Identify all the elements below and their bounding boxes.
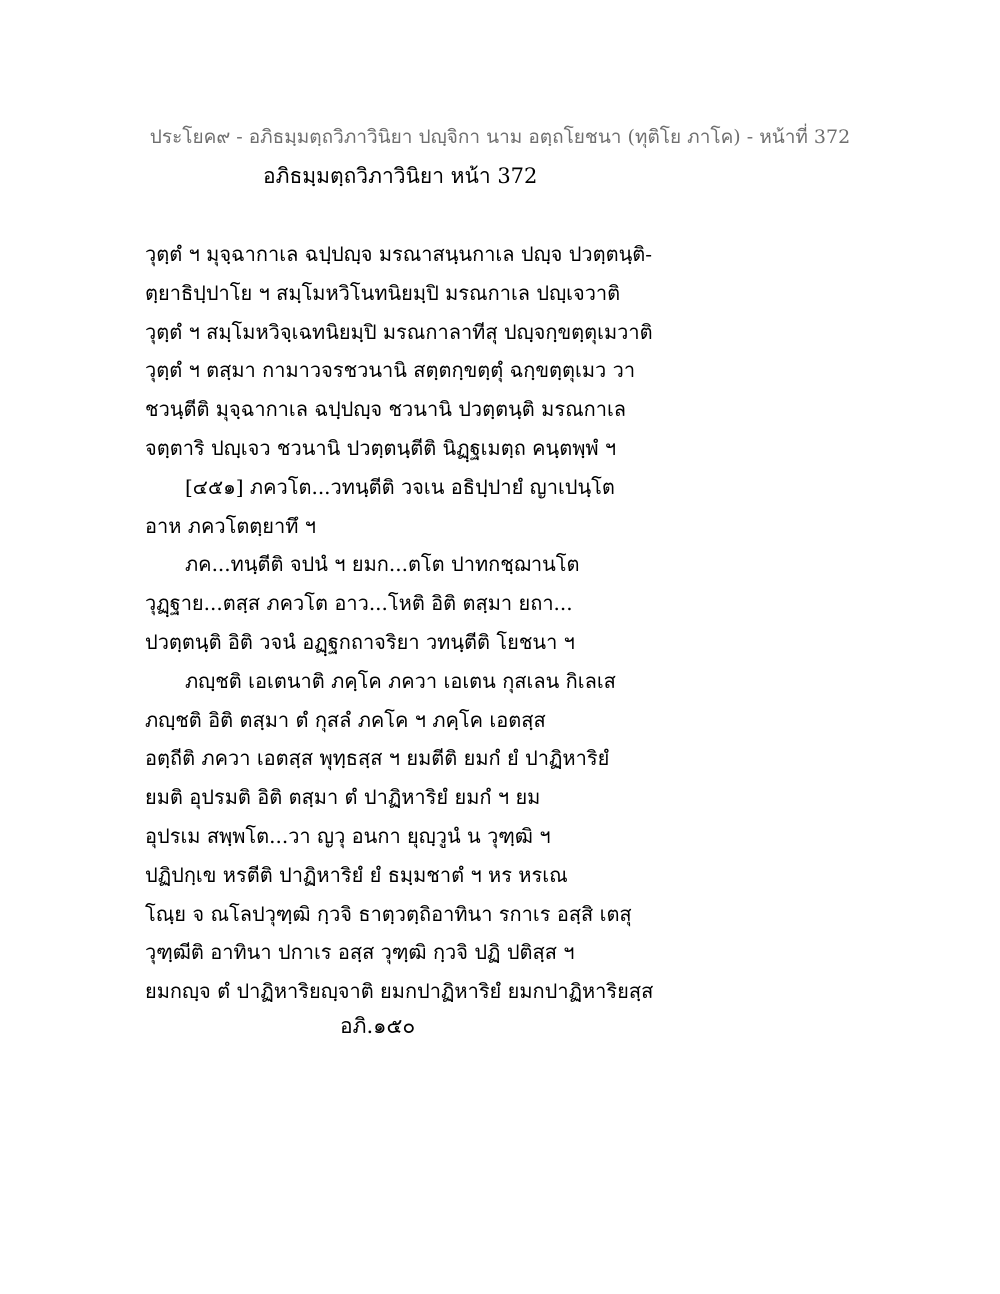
paragraph-start: ภญฺชติ เอเตนาติ ภคฺโค ภควา เอเตน กุสเลน กิเลเส [185,668,616,693]
text-line: จตฺตาริ ปญฺเจว ชวนานิ ปวตฺตนฺตีติ นิฏฺฐเมตฺถ คนฺตพฺพํ ฯ [145,435,617,460]
running-header [0,122,1000,152]
paragraph-start-451: [๔๕๑] ภควโต...วทนฺตีติ วจเน อธิปฺปายํ ญาเปนฺโต [185,474,615,499]
text-line: ชวนฺตีติ มุจฺฉากาเล ฉปฺปญฺจ ชวนานิ ปวตฺตนฺติ มรณกาเล [145,397,627,422]
text-line: ปฏิปกฺเข หรตีติ ปาฏิหาริยํ ยํ ธมฺมชาตํ ฯ หร หรเณ [145,862,568,887]
text-line: วุตฺตํ ฯ ตสฺมา กามาวจรชวนานิ สตฺตกฺขตฺตุํ ฉกฺขตฺตุเมว วา [145,358,636,383]
text-line: วุฑฺฒีติ อาทินา ปกาเร อสฺส วุฑฺฒิ กฺวจิ ปฏิ ปติสฺส ฯ [145,940,575,965]
text-line: อตฺถีติ ภควา เอตสฺส พุทฺธสฺส ฯ ยมตีติ ยมกํ ยํ ปาฏิหาริยํ [145,746,610,771]
running-header-text: ประโยค๙ - อภิธมฺมตฺถวิภาวินิยา ปญฺจิกา นาม อตฺถโยชนา (ทุติโย ภาโค) - หน้าที่ 372 [149,126,851,148]
text-line: ตฺยาธิปฺปาโย ฯ สมฺโมหวิโนทนิยมฺปิ มรณกาเล ปญฺเจวาติ [145,280,621,305]
paragraph-start: ภค...ทนฺตีติ จปนํ ฯ ยมก...ตโต ปาทกชฺฌานโต [185,552,580,577]
page-title: อภิธมฺมตฺถวิภาวินิยา หน้า 372 [263,164,538,188]
page-reference: อภิ.๑๕๐ [340,1014,416,1038]
text-line: วุตฺตํ ฯ สมฺโมหวิจฺเฉทนิยมฺปิ มรณกาลาทีสุ ปญฺจกฺขตฺตุเมวาติ [145,319,653,344]
text-line: อาห ภควโตตฺยาทึ ฯ [145,513,317,538]
text-line: ยมกญฺจ ตํ ปาฏิหาริยญฺจาติ ยมกปาฏิหาริยํ ยมกปาฏิหาริยสฺส [145,979,654,1004]
text-line: อุปรเม สพฺพโต...วา ญวุ อนกา ยุญฺวูนํ น วุฑฺฒิ ฯ [145,823,551,848]
text-line: ยมติ อุปรมติ อิติ ตสฺมา ตํ ปาฏิหาริยํ ยมกํ ฯ ยม [145,785,541,810]
body-text [145,235,665,1011]
text-line: ภญฺชติ อิติ ตสฺมา ตํ กุสลํ ภคโค ฯ ภคฺโค เอตสฺส [145,707,546,732]
text-line: วุตฺตํ ฯ มุจฺฉากาเล ฉปฺปญฺจ มรณาสนฺนกาเล ปญฺจ ปวตฺตนฺติ- [145,242,653,266]
text-line: โณฺย จ ณโลปวุฑฺฒิ กฺวจิ ธาตฺวตฺถิอาทินา รกาเร อสฺสิ เตสุ [145,901,632,926]
text-line: ปวตฺตนฺติ อิติ วจนํ อฏฺฐกถาจริยา วทนฺตีติ โยชนา ฯ [145,629,575,654]
text-line: วุฏฺฐาย...ตสฺส ภควโต อาว...โหติ อิติ ตสฺมา ยถา... [145,591,573,616]
